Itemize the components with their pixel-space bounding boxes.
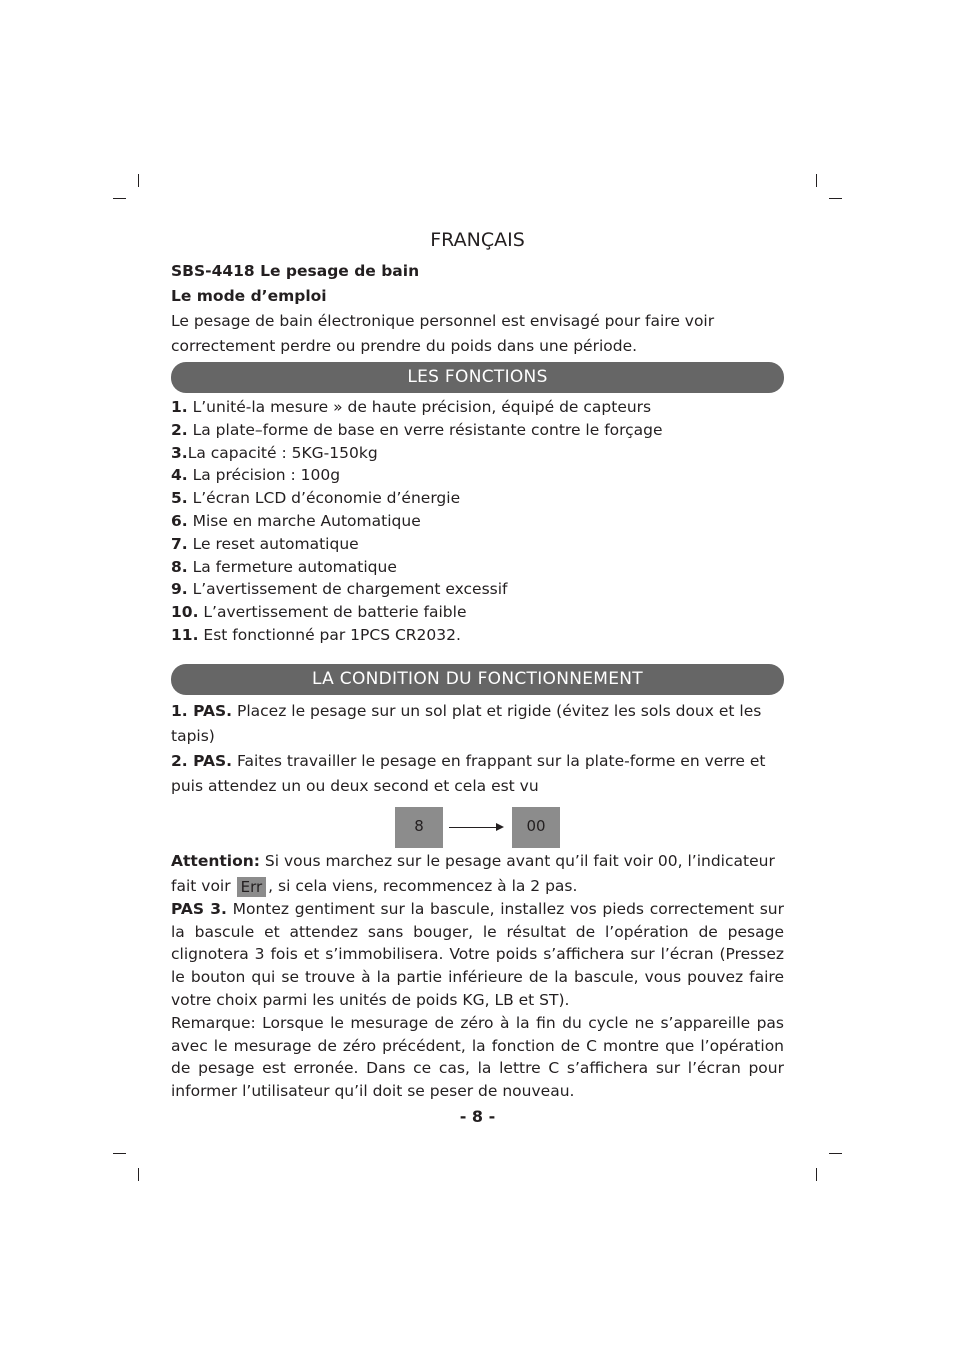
- list-item: 7. Le reset automatique: [171, 534, 359, 553]
- step1-line: tapis): [171, 727, 215, 745]
- manual-heading: Le mode d’emploi: [171, 287, 327, 305]
- functions-banner: LES FONCTIONS: [171, 362, 784, 393]
- intro-line: correctement perdre ou prendre du poids dans une période.: [171, 337, 638, 355]
- functions-list: [171, 396, 663, 647]
- step2-line: puis attendez un ou deux second et cela est vu: [171, 777, 539, 795]
- step2-label: 2. PAS.: [171, 752, 233, 770]
- display-initial: 8: [395, 807, 443, 848]
- crop-mark: [138, 1168, 139, 1181]
- attention-line: Attention: Si vous marchez sur le pesage avant qu’il fait voir 00, l’indicateur: [171, 852, 775, 870]
- step3-label: PAS 3.: [171, 900, 227, 918]
- condition-banner: LA CONDITION DU FONCTIONNEMENT: [171, 664, 784, 695]
- step3-paragraph: PAS 3. Montez gentiment sur la bascule, installez vos pieds correctement sur la bascule et attendez sans bouger, le résultat de l’opération de pesage clignotera 3 fois et s’immobilisera. Votre poids s’affichera sur l’écran (Pressez le bouton qui se trouve à la partie inférieure de la bascule, vous pouvez faire votre choix parmi les unités de poids KG, LB et ST).: [171, 900, 784, 1009]
- list-item: 8. La fermeture automatique: [171, 557, 397, 576]
- page-title: FRANÇAIS: [430, 229, 525, 251]
- crop-mark: [138, 174, 139, 187]
- step2-line: 2. PAS. Faites travailler le pesage en frappant sur la plate-forme en verre et: [171, 752, 766, 770]
- list-item: 6. Mise en marche Automatique: [171, 511, 421, 530]
- list-item: 4. La précision : 100g: [171, 466, 341, 485]
- attention-label: Attention:: [171, 852, 260, 870]
- display-zero: 00: [512, 807, 560, 848]
- crop-mark: [113, 198, 126, 199]
- list-item: 9. L’avertissement de chargement excessif: [171, 580, 508, 599]
- arrowhead-icon: [496, 823, 504, 831]
- crop-mark: [113, 1153, 126, 1154]
- list-item: 11. Est fonctionné par 1PCS CR2032.: [171, 625, 461, 644]
- crop-mark: [816, 174, 817, 187]
- page-number: - 8 -: [459, 1107, 496, 1126]
- crop-mark: [829, 198, 842, 199]
- list-item: 2. La plate–forme de base en verre résistante contre le forçage: [171, 420, 663, 439]
- list-item: 1. L’unité-la mesure » de haute précision, équipé de capteurs: [171, 398, 652, 416]
- list-item: 10. L’avertissement de batterie faible: [171, 603, 467, 622]
- crop-mark: [816, 1168, 817, 1181]
- attention-line: fait voir Err , si cela viens, recommencez à la 2 pas.: [171, 877, 578, 896]
- intro-line: Le pesage de bain électronique personnel est envisagé pour faire voir: [171, 312, 715, 330]
- remark-paragraph: Remarque: Lorsque le mesurage de zéro à la fin du cycle ne s’appareille pas avec le mesurage de zéro précédent, la fonction de C montre que l’opération de pesage est erronée. Dans ce cas, la lettre C s’affichera sur l’écran pour informer l’utilisateur qu’il doit se peser de nouveau.: [171, 1014, 784, 1101]
- err-display: Err: [237, 877, 267, 897]
- step1-line: 1. PAS. Placez le pesage sur un sol plat et rigide (évitez les sols doux et les: [171, 702, 762, 720]
- list-item: 5. L’écran LCD d’économie d’énergie: [171, 489, 461, 508]
- arrow-icon: [449, 827, 497, 828]
- model-heading: SBS-4418 Le pesage de bain: [171, 262, 420, 280]
- crop-mark: [829, 1153, 842, 1154]
- step1-label: 1. PAS.: [171, 702, 233, 720]
- list-item: 3.La capacité : 5KG-150kg: [171, 443, 378, 462]
